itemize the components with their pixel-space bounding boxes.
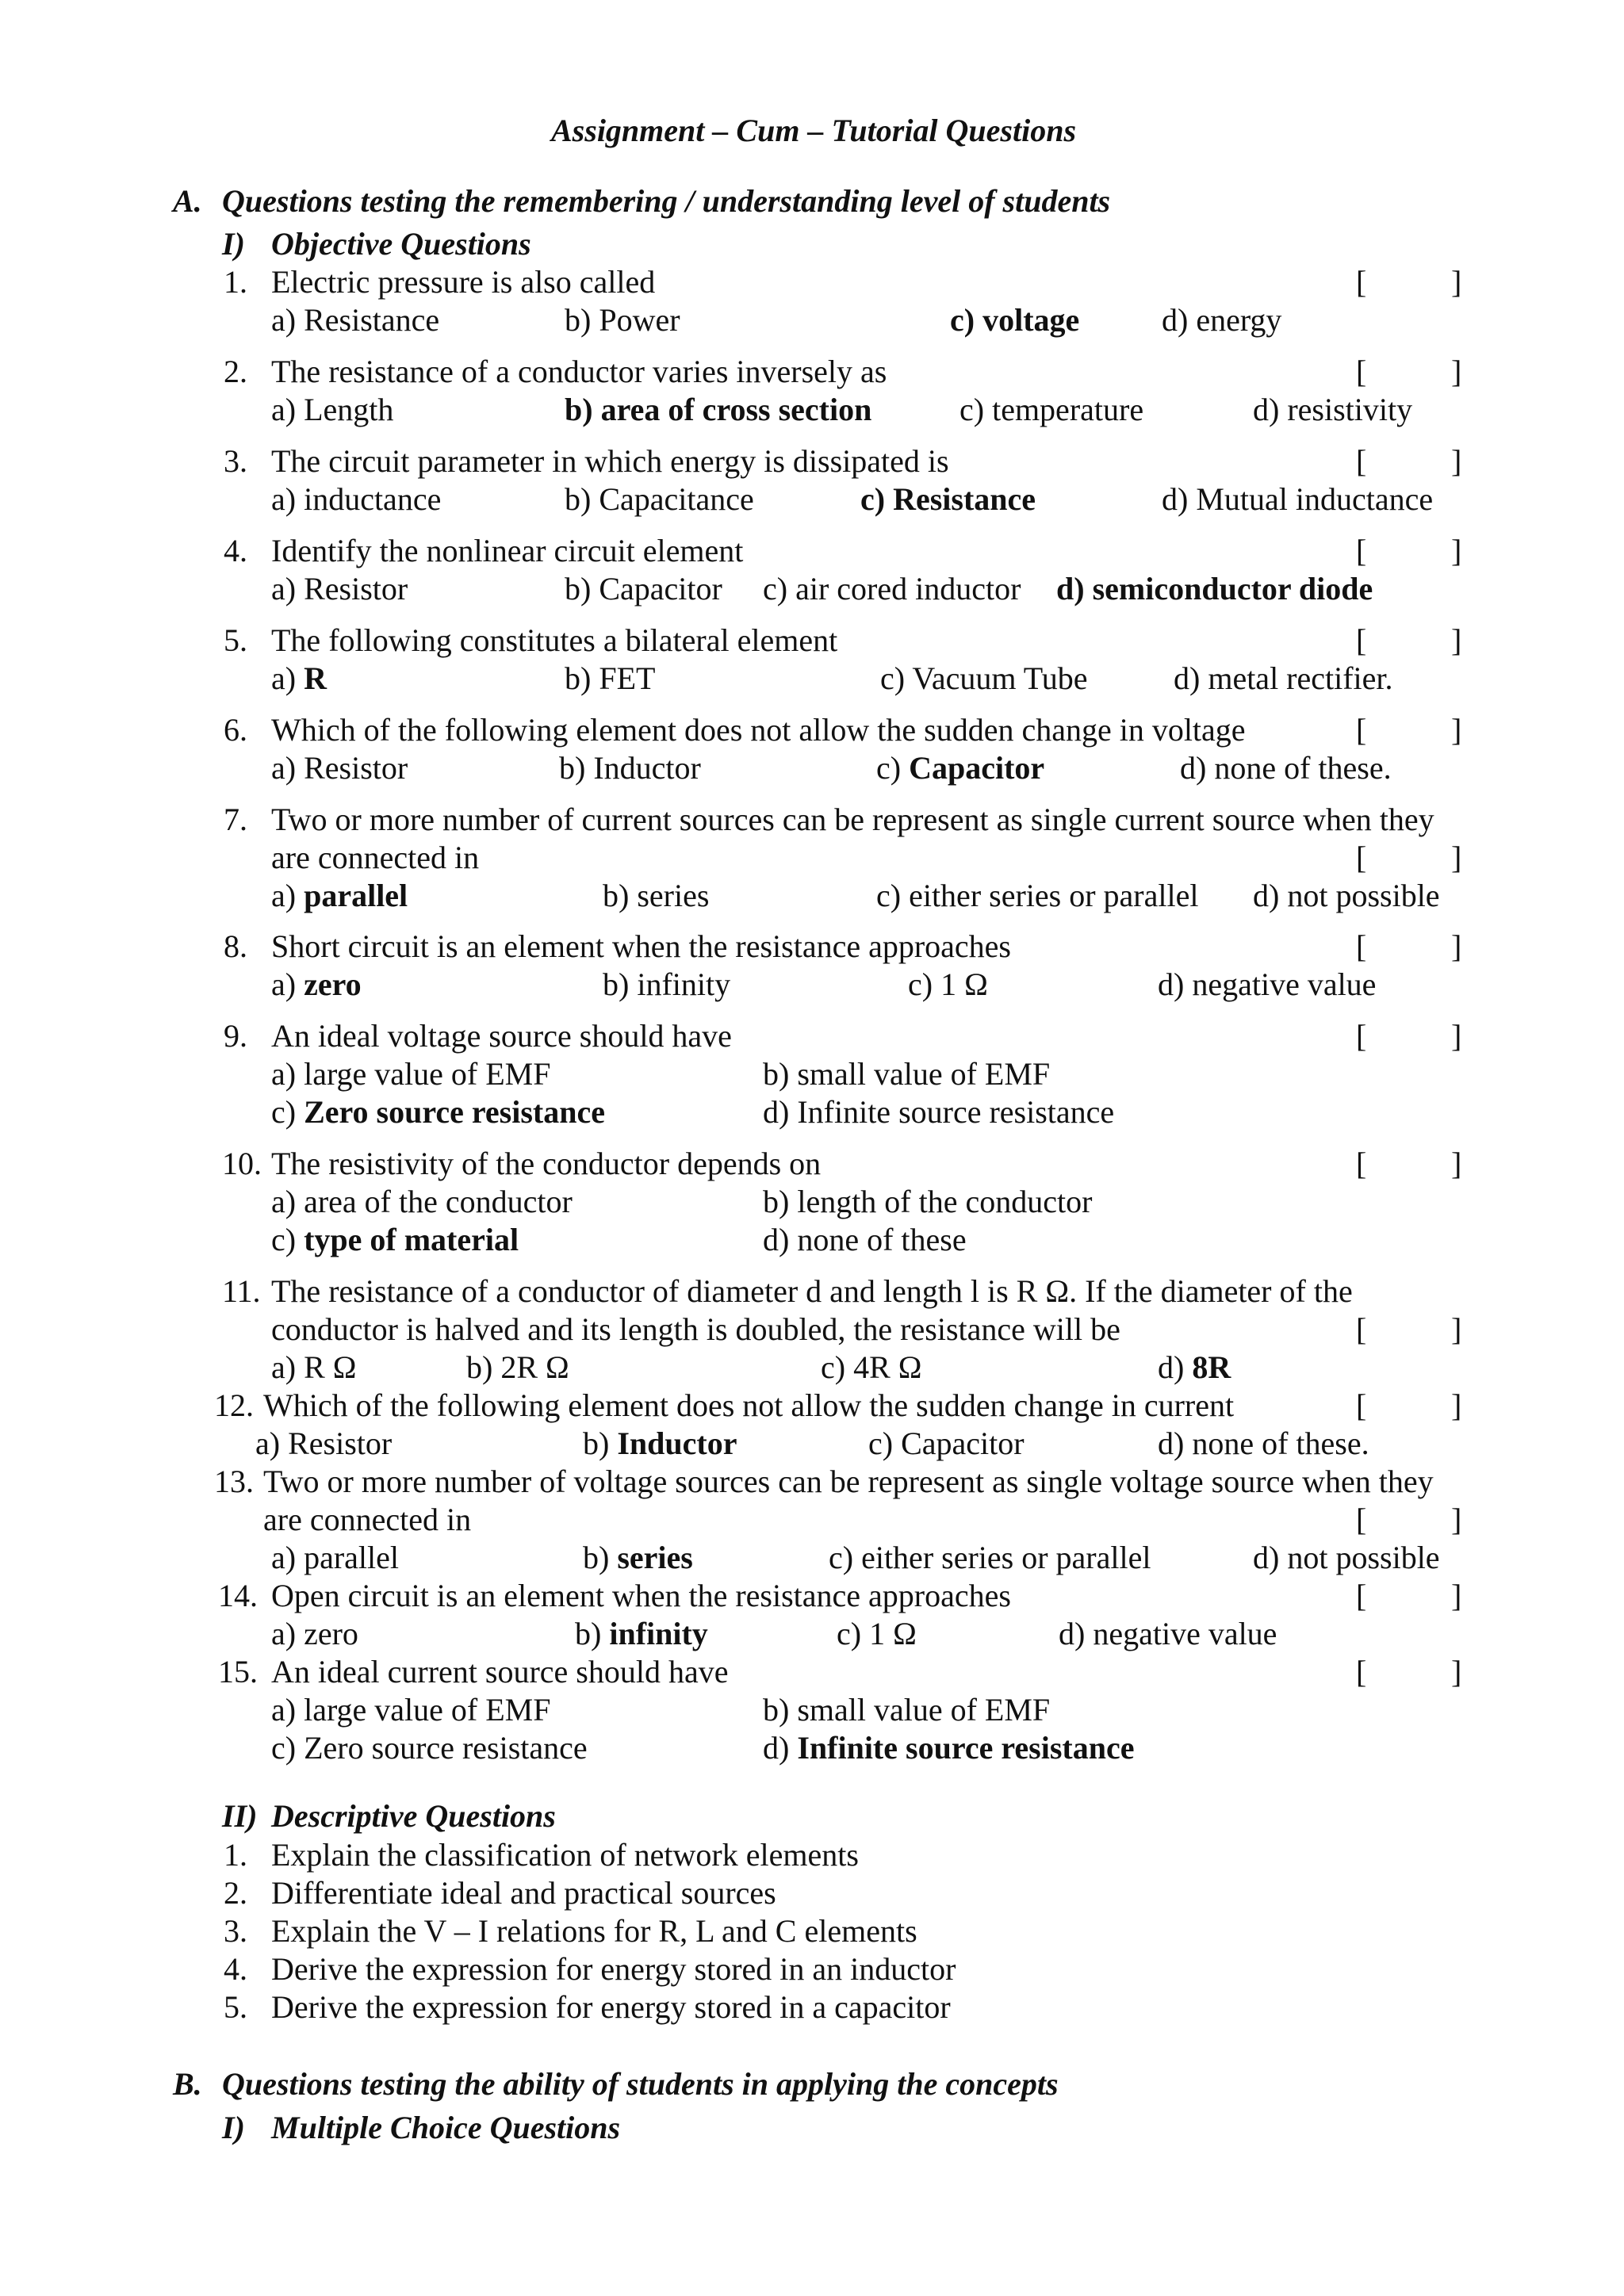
option-label: b) [565, 302, 592, 338]
option-text: not possible [1287, 1540, 1440, 1575]
option-text: none of these [797, 1222, 967, 1257]
option-label: c) [271, 1730, 297, 1766]
answer-bracket-open: [ [1356, 1018, 1367, 1054]
answer-option [1174, 660, 1393, 698]
question-text: Open circuit is an element when the resistance approaches [271, 1578, 1011, 1613]
answer-option [271, 1615, 358, 1653]
option-text: parallel [304, 878, 408, 913]
answer-bracket-close: ] [1451, 840, 1462, 875]
answer-option [1162, 301, 1281, 339]
question-number: 3. [224, 443, 247, 479]
option-text: voltage [982, 302, 1080, 338]
answer-option [763, 1691, 1050, 1729]
option-label: c) [876, 750, 902, 786]
question-text-continued: conductor is halved and its length is doubled, the resistance will be [271, 1311, 1120, 1347]
option-text: not possible [1287, 878, 1440, 913]
question-number: 13. [214, 1464, 254, 1499]
answer-option [559, 749, 701, 787]
option-label: d) [1180, 750, 1207, 786]
option-text: either series or parallel [861, 1540, 1151, 1575]
option-label: b) [583, 1540, 610, 1575]
answer-bracket-open: [ [1356, 622, 1367, 658]
option-label: a) [271, 878, 297, 913]
option-label: d) [1056, 571, 1085, 607]
mcq-label: I) [222, 2110, 245, 2145]
question-text: Two or more number of voltage sources can be represent as single voltage source when they [263, 1464, 1434, 1499]
question-text: Short circuit is an element when the resistance approaches [271, 928, 1011, 964]
option-label: a) [271, 660, 297, 696]
option-label: b) [466, 1349, 493, 1385]
answer-option [1253, 1539, 1440, 1577]
answer-option [603, 877, 709, 915]
list-item: Explain the classification of network elements [271, 1837, 859, 1873]
option-text: infinity [637, 966, 731, 1002]
option-label: d) [1253, 1540, 1280, 1575]
answer-option [271, 301, 439, 339]
answer-bracket-open: [ [1356, 840, 1367, 875]
answer-option-correct [271, 1093, 605, 1131]
question-text: The circuit parameter in which energy is dissipated is [271, 443, 949, 479]
answer-option [1253, 391, 1412, 429]
option-text: parallel [304, 1540, 399, 1575]
option-label: c) [271, 1222, 297, 1257]
option-text: either series or parallel [909, 878, 1199, 913]
option-label: c) [837, 1616, 862, 1651]
answer-option-correct [1056, 570, 1373, 608]
option-text: 1 Ω [940, 966, 988, 1002]
option-text: Resistance [304, 302, 440, 338]
option-label: c) [763, 571, 788, 607]
list-item: Differentiate ideal and practical sources [271, 1875, 776, 1911]
answer-option [959, 391, 1143, 429]
option-label: a) [271, 302, 297, 338]
list-item: Explain the V – I relations for R, L and C elements [271, 1913, 917, 1949]
option-label: b) [565, 660, 592, 696]
answer-option-correct [583, 1539, 693, 1577]
answer-bracket-open: [ [1356, 1146, 1367, 1181]
question-number: 11. [222, 1273, 261, 1309]
question-number: 10. [222, 1146, 262, 1181]
question-number: 8. [224, 928, 247, 964]
option-text: Zero source resistance [304, 1094, 605, 1130]
question-text: The resistance of a conductor varies inversely as [271, 354, 887, 389]
answer-bracket-close: ] [1451, 712, 1462, 748]
list-item-number: 2. [224, 1875, 247, 1911]
option-label: d) [1253, 392, 1280, 427]
answer-option [763, 1221, 967, 1259]
answer-option [565, 660, 655, 698]
answer-bracket-open: [ [1356, 1502, 1367, 1537]
option-text: resistivity [1287, 392, 1413, 427]
option-text: Resistor [288, 1425, 393, 1461]
option-label: b) [763, 1184, 790, 1219]
answer-option [271, 1691, 550, 1729]
option-text: zero [304, 966, 362, 1002]
answer-option-correct [583, 1425, 737, 1463]
option-label: a) [271, 571, 297, 607]
answer-bracket-close: ] [1451, 443, 1462, 479]
question-text: Two or more number of current sources can be represent as single current source when they [271, 802, 1434, 837]
option-text: series [617, 1540, 693, 1575]
option-text: semiconductor diode [1092, 571, 1373, 607]
option-text: Inductor [617, 1425, 737, 1461]
option-text: temperature [992, 392, 1144, 427]
answer-bracket-open: [ [1356, 1311, 1367, 1347]
list-item-number: 4. [224, 1951, 247, 1987]
option-text: zero [304, 1616, 358, 1651]
option-text: Resistor [304, 571, 408, 607]
answer-option-correct [1158, 1349, 1231, 1387]
option-label: c) [959, 392, 985, 427]
option-text: none of these. [1192, 1425, 1369, 1461]
option-label: d) [1158, 1425, 1185, 1461]
option-label: a) [271, 750, 297, 786]
question-number: 1. [224, 264, 247, 300]
option-label: b) [565, 571, 592, 607]
option-text: metal rectifier. [1208, 660, 1393, 696]
answer-option [565, 570, 722, 608]
answer-option [565, 480, 754, 519]
option-label: d) [1162, 481, 1189, 517]
option-label: c) [829, 1540, 854, 1575]
answer-bracket-open: [ [1356, 264, 1367, 300]
answer-bracket-close: ] [1451, 354, 1462, 389]
option-text: area of the conductor [304, 1184, 573, 1219]
answer-option [1059, 1615, 1277, 1653]
answer-option [1158, 966, 1376, 1004]
option-text: Vacuum Tube [912, 660, 1088, 696]
option-label: a) [271, 1184, 297, 1219]
question-text: The resistance of a conductor of diameter d and length l is R Ω. If the diameter of the [271, 1273, 1353, 1309]
option-text: Capacitor [599, 571, 722, 607]
question-number: 5. [224, 622, 247, 658]
option-text: 2R Ω [500, 1349, 569, 1385]
answer-option-correct [271, 877, 408, 915]
question-number: 6. [224, 712, 247, 748]
option-label: a) [271, 1540, 297, 1575]
option-text: series [637, 878, 710, 913]
objective-heading: Objective Questions [271, 226, 531, 262]
list-item: Derive the expression for energy stored in a capacitor [271, 1989, 951, 2025]
section-a-label: A. [173, 183, 202, 219]
option-label: c) [868, 1425, 894, 1461]
option-label: a) [271, 1692, 297, 1728]
option-label: b) [603, 878, 630, 913]
question-text-continued: are connected in [271, 840, 480, 875]
question-number: 9. [224, 1018, 247, 1054]
option-label: b) [603, 966, 630, 1002]
answer-bracket-close: ] [1451, 1578, 1462, 1613]
answer-option [763, 1183, 1092, 1221]
option-label: c) [271, 1094, 297, 1130]
option-label: d) [763, 1094, 790, 1130]
answer-option [763, 1055, 1050, 1093]
answer-option [271, 1349, 356, 1387]
answer-option [271, 391, 393, 429]
option-label: b) [565, 481, 592, 517]
option-label: b) [763, 1056, 790, 1092]
answer-bracket-close: ] [1451, 1502, 1462, 1537]
question-text: The resistivity of the conductor depends on [271, 1146, 822, 1181]
question-number: 14. [218, 1578, 258, 1613]
option-text: area of cross section [600, 392, 872, 427]
answer-option [763, 570, 1021, 608]
option-label: d) [763, 1730, 790, 1766]
answer-option-correct [271, 1221, 519, 1259]
answer-option [868, 1425, 1025, 1463]
option-label: d) [1158, 1349, 1185, 1385]
option-text: inductance [304, 481, 442, 517]
option-label: c) [876, 878, 902, 913]
option-text: large value of EMF [304, 1692, 551, 1728]
answer-option [271, 570, 408, 608]
answer-bracket-close: ] [1451, 1654, 1462, 1689]
question-text: An ideal current source should have [271, 1654, 729, 1689]
option-text: infinity [609, 1616, 708, 1651]
option-text: type of material [304, 1222, 519, 1257]
option-label: b) [763, 1692, 790, 1728]
option-text: Mutual inductance [1196, 481, 1434, 517]
option-label: d) [1174, 660, 1201, 696]
descriptive-label: II) [222, 1798, 258, 1834]
mcq-heading: Multiple Choice Questions [271, 2110, 621, 2145]
question-number: 7. [224, 802, 247, 837]
answer-option-correct [271, 966, 362, 1004]
section-b-label: B. [173, 2066, 202, 2102]
question-text: An ideal voltage source should have [271, 1018, 732, 1054]
option-text: Infinite source resistance [797, 1730, 1135, 1766]
answer-option-correct [876, 749, 1044, 787]
option-label: a) [271, 392, 297, 427]
page-title: Assignment – Cum – Tutorial Questions [551, 113, 1077, 148]
option-text: small value of EMF [797, 1056, 1051, 1092]
question-text: Which of the following element does not allow the sudden change in current [263, 1387, 1235, 1423]
option-text: 4R Ω [853, 1349, 922, 1385]
option-text: length of the conductor [797, 1184, 1093, 1219]
answer-bracket-open: [ [1356, 354, 1367, 389]
answer-option-correct [271, 660, 327, 698]
answer-option [837, 1615, 917, 1653]
option-label: a) [271, 966, 297, 1002]
question-number: 12. [214, 1387, 254, 1423]
option-text: Length [304, 392, 394, 427]
answer-option [271, 749, 408, 787]
answer-bracket-open: [ [1356, 712, 1367, 748]
option-label: a) [271, 1056, 297, 1092]
answer-bracket-close: ] [1451, 533, 1462, 568]
question-text: Which of the following element does not allow the sudden change in voltage [271, 712, 1246, 748]
option-text: 8R [1192, 1349, 1231, 1385]
option-text: Inductor [593, 750, 701, 786]
question-number: 15. [218, 1654, 258, 1689]
option-label: d) [1253, 878, 1280, 913]
option-text: FET [599, 660, 656, 696]
option-text: Zero source resistance [304, 1730, 588, 1766]
answer-bracket-close: ] [1451, 1311, 1462, 1347]
option-label: c) [880, 660, 906, 696]
answer-option [271, 1055, 550, 1093]
answer-option [763, 1093, 1114, 1131]
list-item-number: 1. [224, 1837, 247, 1873]
option-label: a) [255, 1425, 281, 1461]
answer-option [271, 480, 441, 519]
option-text: Resistance [893, 481, 1036, 517]
answer-bracket-open: [ [1356, 533, 1367, 568]
option-label: a) [271, 481, 297, 517]
descriptive-heading: Descriptive Questions [271, 1798, 556, 1834]
option-label: d) [1059, 1616, 1086, 1651]
answer-bracket-close: ] [1451, 1018, 1462, 1054]
answer-option [1158, 1425, 1369, 1463]
option-label: b) [583, 1425, 610, 1461]
objective-label: I) [222, 226, 245, 262]
option-label: d) [1162, 302, 1189, 338]
question-number: 2. [224, 354, 247, 389]
option-label: a) [271, 1349, 297, 1385]
answer-bracket-close: ] [1451, 264, 1462, 300]
option-text: R Ω [304, 1349, 357, 1385]
option-label: b) [575, 1616, 602, 1651]
option-text: Capacitor [901, 1425, 1025, 1461]
answer-option [880, 660, 1088, 698]
answer-bracket-open: [ [1356, 443, 1367, 479]
section-b-heading: Questions testing the ability of students in applying the concepts [222, 2066, 1059, 2102]
option-text: Resistor [304, 750, 408, 786]
option-label: d) [1158, 966, 1185, 1002]
option-text: R [304, 660, 327, 696]
answer-option [271, 1539, 399, 1577]
answer-option-correct [763, 1729, 1134, 1767]
answer-option [876, 877, 1198, 915]
question-text: Identify the nonlinear circuit element [271, 533, 744, 568]
option-text: large value of EMF [304, 1056, 551, 1092]
answer-option [466, 1349, 569, 1387]
answer-option [821, 1349, 921, 1387]
question-text: The following constitutes a bilateral element [271, 622, 838, 658]
answer-option [603, 966, 730, 1004]
option-label: b) [559, 750, 586, 786]
answer-bracket-close: ] [1451, 622, 1462, 658]
list-item-number: 5. [224, 1989, 247, 2025]
option-text: Power [599, 302, 680, 338]
answer-option [1180, 749, 1392, 787]
answer-option-correct [950, 301, 1079, 339]
option-text: Capacitor [909, 750, 1045, 786]
answer-bracket-open: [ [1356, 1387, 1367, 1423]
answer-option [1162, 480, 1433, 519]
question-text-continued: are connected in [263, 1502, 472, 1537]
option-label: c) [908, 966, 933, 1002]
question-number: 4. [224, 533, 247, 568]
answer-option [1253, 877, 1440, 915]
option-text: negative value [1093, 1616, 1277, 1651]
answer-bracket-close: ] [1451, 1146, 1462, 1181]
option-label: c) [950, 302, 975, 338]
answer-bracket-open: [ [1356, 1654, 1367, 1689]
option-text: air cored inductor [795, 571, 1021, 607]
answer-option [271, 1729, 588, 1767]
answer-option-correct [860, 480, 1036, 519]
question-text: Electric pressure is also called [271, 264, 656, 300]
option-label: b) [565, 392, 593, 427]
answer-option [271, 1183, 573, 1221]
option-label: d) [763, 1222, 790, 1257]
list-item: Derive the expression for energy stored in an inductor [271, 1951, 956, 1987]
option-text: energy [1196, 302, 1282, 338]
section-a-heading: Questions testing the remembering / understanding level of students [222, 183, 1111, 219]
option-label: a) [271, 1616, 297, 1651]
answer-bracket-close: ] [1451, 928, 1462, 964]
list-item-number: 3. [224, 1913, 247, 1949]
answer-bracket-close: ] [1451, 1387, 1462, 1423]
answer-option [565, 301, 680, 339]
answer-bracket-open: [ [1356, 928, 1367, 964]
answer-option-correct [565, 391, 871, 429]
option-text: none of these. [1214, 750, 1392, 786]
option-text: small value of EMF [797, 1692, 1051, 1728]
option-label: c) [860, 481, 886, 517]
answer-option [829, 1539, 1151, 1577]
option-text: negative value [1192, 966, 1377, 1002]
answer-bracket-open: [ [1356, 1578, 1367, 1613]
answer-option [908, 966, 988, 1004]
answer-option [255, 1425, 392, 1463]
option-text: 1 Ω [869, 1616, 917, 1651]
option-text: Capacitance [599, 481, 754, 517]
option-label: c) [821, 1349, 846, 1385]
option-text: Infinite source resistance [797, 1094, 1115, 1130]
answer-option-correct [575, 1615, 708, 1653]
